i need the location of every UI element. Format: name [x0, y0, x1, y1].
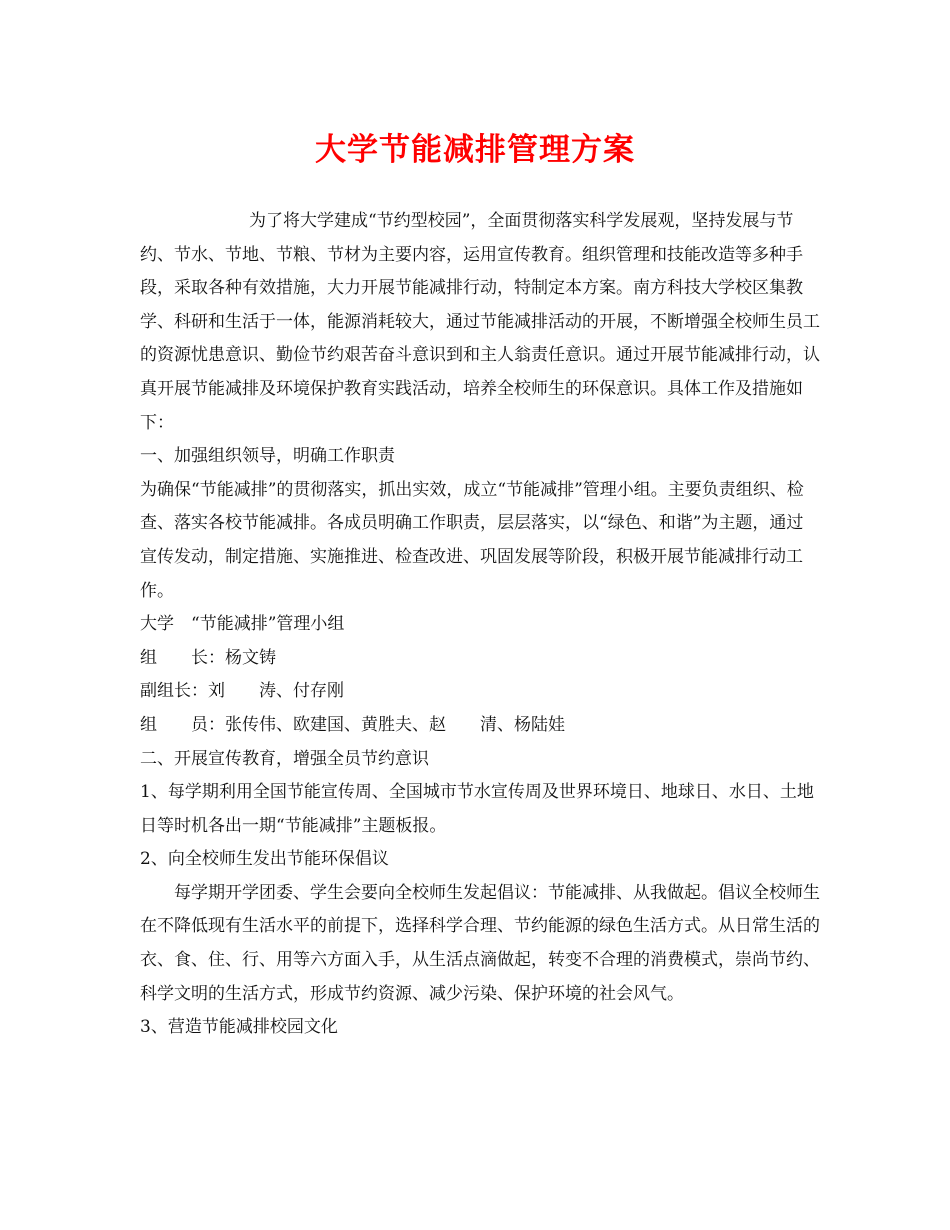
list-item-1: 1、每学期利用全国节能宣传周、全国城市节水宣传周及世界环境日、地球日、水日、土地日等时机各出一期“节能减排”主题板报。 [140, 782, 814, 836]
document-body [140, 205, 820, 1045]
group-deputy-leader: 副组长：刘 涛、付存刚 [140, 681, 344, 702]
intro-paragraph: 为了将大学建成“节约型校园”，全面贯彻落实科学发展观，坚持发展与节约、节水、节地、节粮、节材为主要内容，运用宣传教育。组织管理和技能改造等多种手段，采取各种有效措施，大力开展节能减排行动，特制定本方案。南方科技大学校区集教学、科研和生活于一体，能源消耗较大，通过节能减排活动的开展，不断增强全校师生员工的资源忧患意识、勤俭节约艰苦奋斗意识到和主人翁责任意识。通过开展节能减排行动，认真开展节能减排及环境保护教育实践活动，培养全校师生的环保意识。具体工作及措施如下： [140, 211, 820, 433]
section-heading-2: 二、开展宣传教育，增强全员节约意识 [140, 748, 429, 769]
group-title: 大学 “节能减排”管理小组 [140, 614, 345, 635]
proposal-paragraph: 每学期开学团委、学生会要向全校师生发起倡议：节能减排、从我做起。倡议全校师生在不降低现有生活水平的前提下，选择科学合理、节约能源的绿色生活方式。从日常生活的衣、食、住、行、用等六方面入手，从生活点滴做起，转变不合理的消费模式，崇尚节约、科学文明的生活方式，形成节约资源、减少污染、保护环境的社会风气。 [140, 882, 820, 1004]
document-title: 大学节能减排管理方案 [315, 132, 635, 168]
paragraph-management-group: 为确保“节能减排”的贯彻落实，抓出实效，成立“节能减排”管理小组。主要负责组织、检查、落实各校节能减排。各成员明确工作职责，层层落实，以“绿色、和谐”为主题，通过宣传发动，制定措施、实施推进、检查改进、巩固发展等阶段，积极开展节能减排行动工作。 [140, 479, 804, 601]
list-item-2: 2、向全校师生发出节能环保倡议 [140, 849, 389, 870]
section-heading-1: 一、加强组织领导，明确工作职责 [140, 446, 395, 467]
group-members: 组 员：张传伟、欧建国、黄胜夫、赵 清、杨陆娃 [140, 714, 565, 735]
group-leader: 组 长：杨文铸 [140, 647, 276, 668]
list-item-3: 3、营造节能减排校园文化 [140, 1017, 338, 1038]
